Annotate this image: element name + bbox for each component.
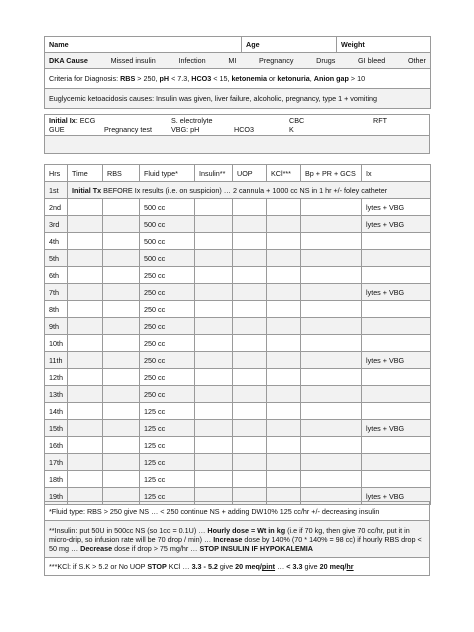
dka-cause-label: DKA Cause — [49, 56, 88, 65]
ix-rft[interactable]: RFT — [373, 116, 387, 125]
vitals-cell[interactable] — [301, 471, 362, 488]
rbs-cell[interactable] — [103, 420, 140, 437]
initial-ix-table — [44, 114, 430, 154]
hour-cell: 4th — [45, 233, 68, 250]
rbs-cell[interactable] — [103, 454, 140, 471]
ix-cell[interactable] — [362, 386, 431, 403]
ix-cell[interactable] — [362, 454, 431, 471]
header-ix: Ix — [362, 165, 431, 182]
ix-pregnancy[interactable]: Pregnancy test — [104, 125, 152, 134]
insulin-cell[interactable] — [195, 284, 233, 301]
hour-cell: 17th — [45, 454, 68, 471]
ix-cell[interactable]: lytes + VBG — [362, 420, 431, 437]
ix-s-electrolyte[interactable]: S. electrolyte — [171, 116, 213, 125]
vitals-cell[interactable] — [301, 301, 362, 318]
cause-option[interactable]: Other — [407, 56, 426, 65]
time-cell[interactable] — [68, 352, 103, 369]
kcl-cell[interactable] — [267, 250, 301, 267]
fluid-cell: 125 cc — [140, 488, 195, 505]
kcl-cell[interactable] — [267, 216, 301, 233]
kcl-cell[interactable] — [267, 386, 301, 403]
kcl-cell[interactable] — [267, 301, 301, 318]
vitals-cell[interactable] — [301, 335, 362, 352]
hour-cell: 3rd — [45, 216, 68, 233]
kcl-cell[interactable] — [267, 267, 301, 284]
ix-cell[interactable] — [362, 318, 431, 335]
table-row — [45, 284, 431, 301]
hour-cell: 14th — [45, 403, 68, 420]
flowsheet-table — [44, 164, 431, 505]
weight-label-cell — [337, 37, 431, 53]
header-uop: UOP — [233, 165, 267, 182]
fluid-cell: 250 cc — [140, 267, 195, 284]
vitals-cell[interactable] — [301, 369, 362, 386]
cause-option[interactable]: Infection — [178, 56, 206, 65]
initial-ix-blank[interactable] — [45, 136, 430, 154]
insulin-cell[interactable] — [195, 352, 233, 369]
ix-cbc[interactable]: CBC — [289, 116, 305, 125]
rbs-cell[interactable] — [103, 318, 140, 335]
rbs-cell[interactable] — [103, 352, 140, 369]
ix-cell[interactable] — [362, 403, 431, 420]
header-kcl: KCl*** — [267, 165, 301, 182]
ix-cell[interactable] — [362, 301, 431, 318]
ix-cell[interactable]: lytes + VBG — [362, 352, 431, 369]
header-insulin: Insulin** — [195, 165, 233, 182]
hour-cell: 19th — [45, 488, 68, 505]
table-row — [45, 233, 431, 250]
uop-cell[interactable] — [233, 369, 267, 386]
uop-cell[interactable] — [233, 250, 267, 267]
kcl-cell[interactable] — [267, 420, 301, 437]
vitals-cell[interactable] — [301, 352, 362, 369]
insulin-cell[interactable] — [195, 301, 233, 318]
table-row — [45, 454, 431, 471]
insulin-cell[interactable] — [195, 369, 233, 386]
ix-k[interactable]: K — [289, 125, 294, 134]
header-hrs: Hrs — [45, 165, 68, 182]
table-row — [45, 471, 431, 488]
fluid-cell: 125 cc — [140, 437, 195, 454]
hour-cell: 8th — [45, 301, 68, 318]
time-cell[interactable] — [68, 437, 103, 454]
kcl-cell[interactable] — [267, 471, 301, 488]
table-row — [45, 386, 431, 403]
kcl-cell[interactable] — [267, 454, 301, 471]
name-label-cell — [45, 37, 242, 53]
time-cell[interactable] — [68, 369, 103, 386]
fluid-cell: 500 cc — [140, 199, 195, 216]
age-label-cell — [242, 37, 337, 53]
insulin-cell[interactable] — [195, 420, 233, 437]
time-cell[interactable] — [68, 454, 103, 471]
ix-cell[interactable] — [362, 437, 431, 454]
ix-vbg[interactable]: VBG: pH — [171, 125, 200, 134]
fluid-cell: 250 cc — [140, 318, 195, 335]
uop-cell[interactable] — [233, 267, 267, 284]
uop-cell[interactable] — [233, 216, 267, 233]
insulin-note: **Insulin: put 50U in 500cc NS (so 1cc = 0.1U) … Hourly dose = Wt in kg (i.e if 70 kg, then give 70 cc/hr, put it in micro-drip, so infusion rate will be 70 drop / min) … Increase dose by 140% (70 * 140% = 98 cc) if hourly RBS drop < 50 mg … Decrease dose if drop > 75 mg/hr … STOP INSULIN IF HYPOKALEMIA — [45, 521, 430, 558]
time-cell[interactable] — [68, 318, 103, 335]
kcl-note: ***KCl: if S.K > 5.2 or No UOP STOP KCl … 3.3 - 5.2 give 20 meq/pint … < 3.3 give 20 meq/hr — [45, 558, 430, 576]
fluid-cell: 500 cc — [140, 216, 195, 233]
patient-header-table — [44, 36, 431, 109]
uop-cell[interactable] — [233, 437, 267, 454]
table-row — [45, 335, 431, 352]
fluid-cell: 250 cc — [140, 301, 195, 318]
table-row — [45, 250, 431, 267]
ix-cell[interactable]: lytes + VBG — [362, 488, 431, 505]
ix-cell[interactable] — [362, 471, 431, 488]
vitals-cell[interactable] — [301, 454, 362, 471]
insulin-cell[interactable] — [195, 386, 233, 403]
rbs-cell[interactable] — [103, 250, 140, 267]
table-row — [45, 301, 431, 318]
uop-cell[interactable] — [233, 199, 267, 216]
uop-cell[interactable] — [233, 301, 267, 318]
vitals-cell[interactable] — [301, 403, 362, 420]
cause-option[interactable]: Drugs — [316, 56, 336, 65]
fluid-cell: 125 cc — [140, 403, 195, 420]
rbs-cell[interactable] — [103, 284, 140, 301]
fluid-cell: 250 cc — [140, 386, 195, 403]
ix-cell[interactable]: lytes + VBG — [362, 216, 431, 233]
ix-cell[interactable] — [362, 335, 431, 352]
hour-cell: 15th — [45, 420, 68, 437]
cause-option[interactable]: GI bleed — [358, 56, 386, 65]
weight-label: Weight — [341, 40, 365, 49]
fluid-cell: 125 cc — [140, 454, 195, 471]
hour-cell: 6th — [45, 267, 68, 284]
header-bp-pr-gcs: Bp + PR + GCS — [301, 165, 362, 182]
ix-cell[interactable] — [362, 250, 431, 267]
table-row — [45, 352, 431, 369]
rbs-cell[interactable] — [103, 267, 140, 284]
vitals-cell[interactable] — [301, 437, 362, 454]
rbs-cell[interactable] — [103, 335, 140, 352]
kcl-cell[interactable] — [267, 199, 301, 216]
uop-cell[interactable] — [233, 471, 267, 488]
table-row — [45, 199, 431, 216]
time-cell[interactable] — [68, 301, 103, 318]
ix-cell[interactable] — [362, 369, 431, 386]
hour-cell: 5th — [45, 250, 68, 267]
kcl-cell[interactable] — [267, 403, 301, 420]
rbs-cell[interactable] — [103, 386, 140, 403]
time-cell[interactable] — [68, 471, 103, 488]
rbs-cell[interactable] — [103, 369, 140, 386]
uop-cell[interactable] — [233, 454, 267, 471]
insulin-cell[interactable] — [195, 403, 233, 420]
ix-hco3[interactable]: HCO3 — [234, 125, 254, 134]
ix-cell[interactable] — [362, 233, 431, 250]
header-time: Time — [68, 165, 103, 182]
uop-cell[interactable] — [233, 386, 267, 403]
vitals-cell[interactable] — [301, 250, 362, 267]
cause-option[interactable]: MI — [228, 56, 237, 65]
rbs-cell[interactable] — [103, 403, 140, 420]
insulin-cell[interactable] — [195, 454, 233, 471]
fluid-cell: 250 cc — [140, 335, 195, 352]
fluid-cell: 125 cc — [140, 471, 195, 488]
kcl-cell[interactable] — [267, 284, 301, 301]
fluid-note: *Fluid type: RBS > 250 give NS … < 250 continue NS + adding DW10% 125 cc/hr +/- decreasing insulin — [45, 502, 430, 521]
cause-option[interactable]: Pregnancy — [259, 56, 294, 65]
uop-cell[interactable] — [233, 318, 267, 335]
fluid-cell: 250 cc — [140, 369, 195, 386]
insulin-cell[interactable] — [195, 437, 233, 454]
insulin-cell[interactable] — [195, 318, 233, 335]
insulin-cell[interactable] — [195, 233, 233, 250]
kcl-cell[interactable] — [267, 318, 301, 335]
euglycemic-text: Euglycemic ketoacidosis causes: Insulin was given, liver failure, alcoholic, pregnancy, type 1 + vomiting — [49, 94, 378, 103]
fluid-cell: 125 cc — [140, 420, 195, 437]
uop-cell[interactable] — [233, 335, 267, 352]
time-cell[interactable] — [68, 250, 103, 267]
ix-cell[interactable] — [362, 267, 431, 284]
cause-option[interactable]: Missed insulin — [110, 56, 156, 65]
header-fluid-type: Fluid type* — [140, 165, 195, 182]
insulin-cell[interactable] — [195, 199, 233, 216]
hour-cell: 9th — [45, 318, 68, 335]
kcl-cell[interactable] — [267, 233, 301, 250]
insulin-cell[interactable] — [195, 335, 233, 352]
euglycemic-row — [45, 89, 431, 109]
vitals-cell[interactable] — [301, 420, 362, 437]
time-cell[interactable] — [68, 267, 103, 284]
hour-cell: 7th — [45, 284, 68, 301]
table-row — [45, 318, 431, 335]
kcl-cell[interactable] — [267, 335, 301, 352]
uop-cell[interactable] — [233, 420, 267, 437]
hour-cell: 2nd — [45, 199, 68, 216]
vitals-cell[interactable] — [301, 233, 362, 250]
hour-cell: 18th — [45, 471, 68, 488]
fluid-cell: 500 cc — [140, 233, 195, 250]
uop-cell[interactable] — [233, 284, 267, 301]
ix-gue[interactable]: GUE — [49, 125, 65, 134]
name-label: Name — [49, 40, 69, 49]
notes-table — [44, 501, 430, 576]
fluid-cell: 250 cc — [140, 284, 195, 301]
initial-ix-cell: Initial Ix: ECG S. electrolyte CBC RFT GUE Pregnancy test VBG: pH HCO3 K — [45, 115, 430, 136]
time-cell[interactable] — [68, 386, 103, 403]
vitals-cell[interactable] — [301, 284, 362, 301]
header-rbs: RBS — [103, 165, 140, 182]
table-row — [45, 403, 431, 420]
insulin-cell[interactable] — [195, 267, 233, 284]
rbs-cell[interactable] — [103, 301, 140, 318]
hour-cell: 13th — [45, 386, 68, 403]
time-cell[interactable] — [68, 199, 103, 216]
time-cell[interactable] — [68, 284, 103, 301]
ix-cell[interactable]: lytes + VBG — [362, 284, 431, 301]
table-row — [45, 437, 431, 454]
insulin-cell[interactable] — [195, 250, 233, 267]
hour-cell: 16th — [45, 437, 68, 454]
rbs-cell[interactable] — [103, 199, 140, 216]
first-hour-instruction: Initial Tx BEFORE Ix results (i.e. on suspicion) … 2 cannula + 1000 cc NS in 1 hr +/- foley catheter — [68, 182, 431, 199]
vitals-cell[interactable] — [301, 267, 362, 284]
kcl-cell[interactable] — [267, 369, 301, 386]
table-row — [45, 267, 431, 284]
rbs-cell[interactable] — [103, 216, 140, 233]
rbs-cell[interactable] — [103, 437, 140, 454]
vitals-cell[interactable] — [301, 318, 362, 335]
fluid-cell: 500 cc — [140, 250, 195, 267]
time-cell[interactable] — [68, 233, 103, 250]
uop-cell[interactable] — [233, 352, 267, 369]
time-cell[interactable] — [68, 403, 103, 420]
vitals-cell[interactable] — [301, 216, 362, 233]
kcl-cell[interactable] — [267, 352, 301, 369]
time-cell[interactable] — [68, 335, 103, 352]
insulin-cell[interactable] — [195, 216, 233, 233]
uop-cell[interactable] — [233, 403, 267, 420]
insulin-cell[interactable] — [195, 471, 233, 488]
criteria-row: Criteria for Diagnosis: RBS > 250, pH < 7.3, HCO3 < 15, ketonemia or ketonuria, Anion gap > 10 — [45, 69, 431, 89]
vitals-cell[interactable] — [301, 386, 362, 403]
age-label: Age — [246, 40, 260, 49]
fluid-cell: 250 cc — [140, 352, 195, 369]
kcl-cell[interactable] — [267, 437, 301, 454]
first-hour-label: 1st — [45, 182, 68, 199]
time-cell[interactable] — [68, 216, 103, 233]
vitals-cell[interactable] — [301, 199, 362, 216]
uop-cell[interactable] — [233, 233, 267, 250]
dka-cause-row — [45, 53, 431, 69]
table-row — [45, 369, 431, 386]
rbs-cell[interactable] — [103, 233, 140, 250]
hour-cell: 12th — [45, 369, 68, 386]
rbs-cell[interactable] — [103, 471, 140, 488]
hour-cell: 11th — [45, 352, 68, 369]
table-row — [45, 420, 431, 437]
hour-cell: 10th — [45, 335, 68, 352]
ix-cell[interactable]: lytes + VBG — [362, 199, 431, 216]
time-cell[interactable] — [68, 420, 103, 437]
table-row — [45, 216, 431, 233]
